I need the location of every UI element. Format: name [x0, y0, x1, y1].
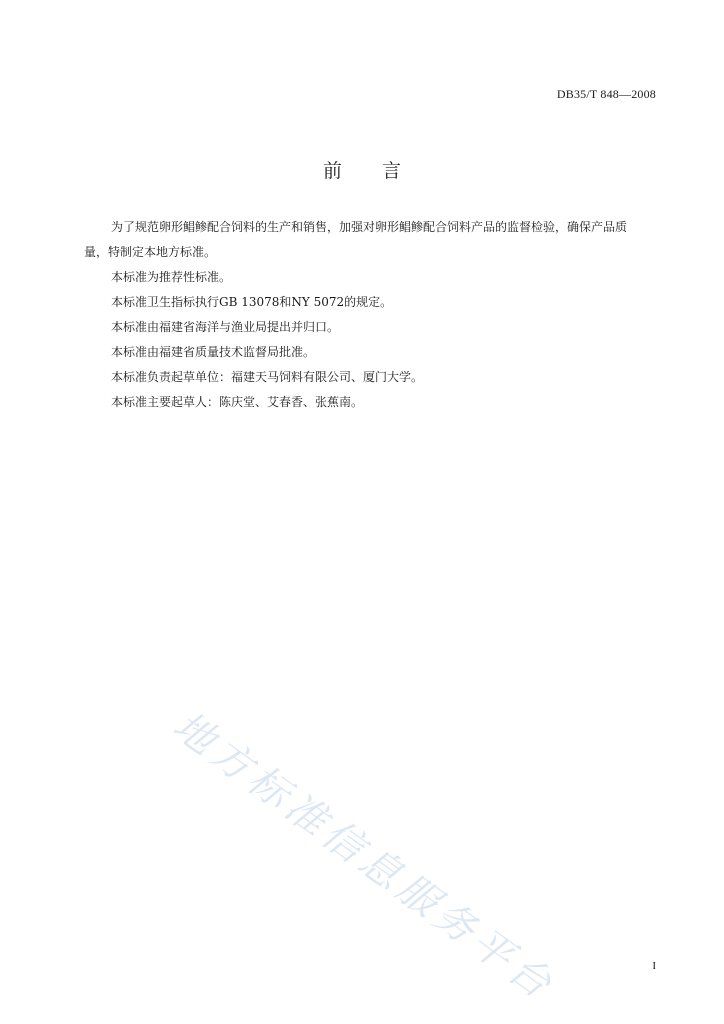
foreword-body: [84, 215, 656, 415]
paragraph-drafters: 本标准主要起草人：陈庆堂、艾春香、张蕉南。: [111, 395, 364, 409]
page-title: [0, 156, 724, 183]
paragraph-drafting-units: 本标准负责起草单位：福建天马饲料有限公司、厦门大学。: [111, 370, 424, 384]
watermark: 地方标准信息服务平台: [164, 702, 564, 1011]
paragraph-purpose-line1: 为了规范卵形鲳鲹配合饲料的生产和销售，加强对卵形鲳鲹配合饲料产品的监督检验，确保产品质: [111, 220, 628, 234]
title-char-2: 言: [382, 160, 402, 182]
title-char-1: 前: [322, 160, 342, 182]
paragraph-proposed-by: 本标准由福建省海洋与渔业局提出并归口。: [111, 320, 340, 334]
paragraph-purpose: [87, 215, 656, 240]
paragraph-hygiene: 本标准卫生指标执行GB 13078和NY 5072的规定。: [111, 295, 393, 309]
paragraph-approved-by: 本标准由福建省质量技术监督局批准。: [111, 345, 316, 359]
paragraph-purpose-continued: 量，特制定本地方标准。: [84, 245, 217, 259]
standard-code: DB35/T 848—2008: [556, 87, 656, 101]
paragraph-recommended: 本标准为推荐性标准。: [111, 270, 232, 284]
page-number: I: [652, 960, 656, 972]
